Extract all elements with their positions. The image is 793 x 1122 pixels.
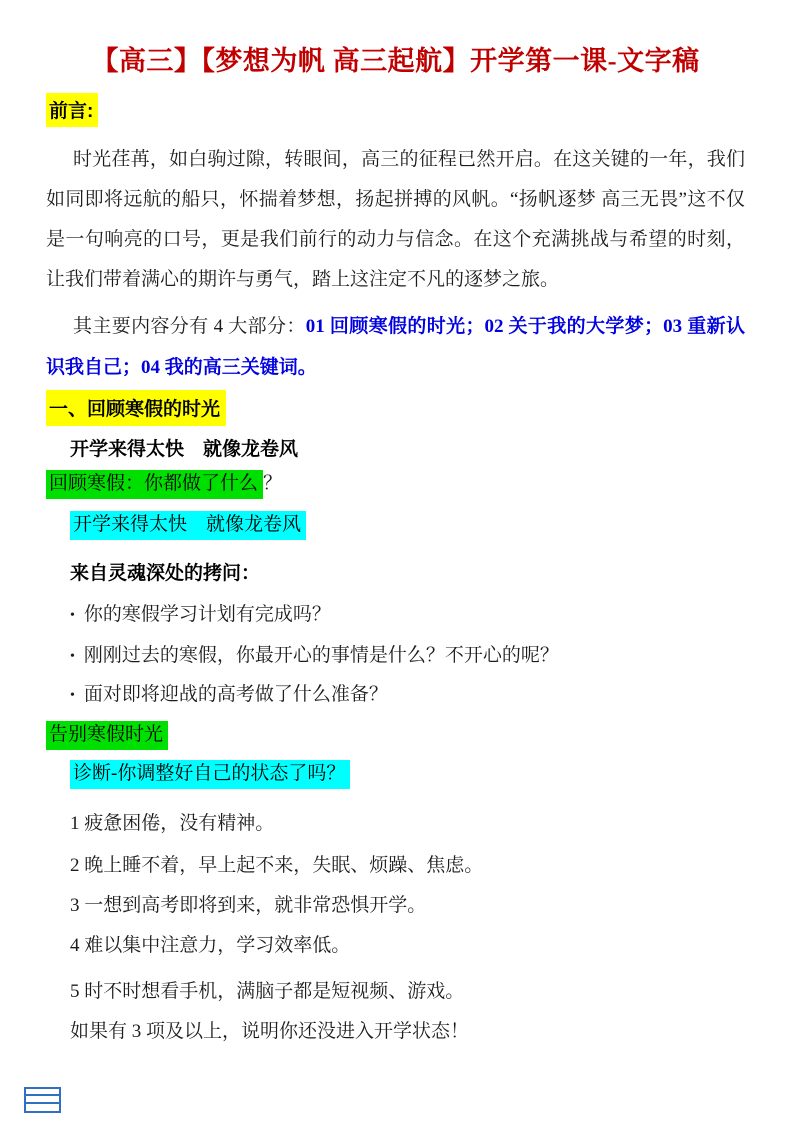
questions-heading: 来自灵魂深处的拷问： — [70, 563, 261, 584]
question-item — [70, 684, 745, 707]
farewell-heading-highlight: 告别寒假时光 — [46, 721, 168, 750]
review-question-suffix: ？ — [263, 473, 283, 494]
diagnosis-item: 5 时不时想看手机，满脑子都是短视频、游戏。 — [70, 981, 465, 1002]
review-question-line — [46, 470, 745, 499]
preface-label — [46, 93, 745, 127]
preface-section — [46, 93, 745, 388]
question-text: 刚刚过去的寒假，你最开心的事情是什么？不开心的呢？ — [83, 645, 559, 666]
diagnosis-heading-highlight: 诊断-你调整好自己的状态了吗？ — [70, 760, 350, 789]
section-1 — [46, 390, 745, 1043]
diagnosis-item: 1 疲惫困倦，没有精神。 — [70, 813, 275, 834]
page-title: 【高三】【梦想为帆 高三起航】开学第一课-文字稿 — [91, 46, 700, 76]
diagnosis-item: 4 难以集中注意力，学习效率低。 — [70, 935, 351, 956]
cyan-slogan-line — [70, 511, 745, 540]
preface-paragraph: 时光荏苒，如白驹过隙，转眼间，高三的征程已然开启。在这关键的一年，我们如同即将远航的船只，怀揣着梦想，扬起拼搏的风帆。“扬帆逐梦 高三无畏”这不仅是一句响亮的口号，更是我们前行的动力与信念。在这个充满挑战与希望的时刻，让我们带着满心的期许与勇气，踏上这注定不凡的逐梦之旅。 — [46, 149, 745, 290]
question-item — [70, 604, 745, 627]
question-text: 你的寒假学习计划有完成吗？ — [83, 604, 331, 625]
diagnosis-item: 2 晚上睡不着，早上起不来，失眠、烦躁、焦虑。 — [70, 855, 484, 876]
table-fragment-icon — [24, 1087, 61, 1113]
bullet-icon: • — [70, 649, 75, 664]
section-1-heading-highlight: 一、回顾寒假的时光 — [46, 390, 226, 426]
question-item — [70, 645, 745, 668]
cyan-slogan-highlight: 开学来得太快 就像龙卷风 — [70, 511, 306, 540]
review-question-highlight: 回顾寒假：你都做了什么 — [46, 470, 263, 499]
overview-parts: 01 回顾寒假的时光；02 关于我的大学梦；03 重新认识我自己；04 我的高三关键词。 — [46, 316, 745, 378]
farewell-heading-line — [46, 721, 745, 750]
diagnosis-heading-line — [70, 760, 745, 789]
overview-paragraph — [46, 306, 745, 388]
question-text: 面对即将迎战的高考做了什么准备？ — [83, 684, 388, 705]
slogan-line: 开学来得太快 就像龙卷风 — [70, 439, 299, 460]
bullet-icon: • — [70, 608, 75, 623]
preface-label-highlight: 前言: — [46, 93, 98, 127]
section-1-heading — [46, 390, 745, 426]
diagnosis-item: 3 一想到高考即将到来，就非常恐惧开学。 — [70, 895, 427, 916]
conclusion-line: 如果有 3 项及以上，说明你还没进入开学状态！ — [70, 1021, 470, 1042]
overview-prefix: 其主要内容分有 4 大部分： — [73, 316, 306, 337]
bullet-icon: • — [70, 688, 75, 703]
